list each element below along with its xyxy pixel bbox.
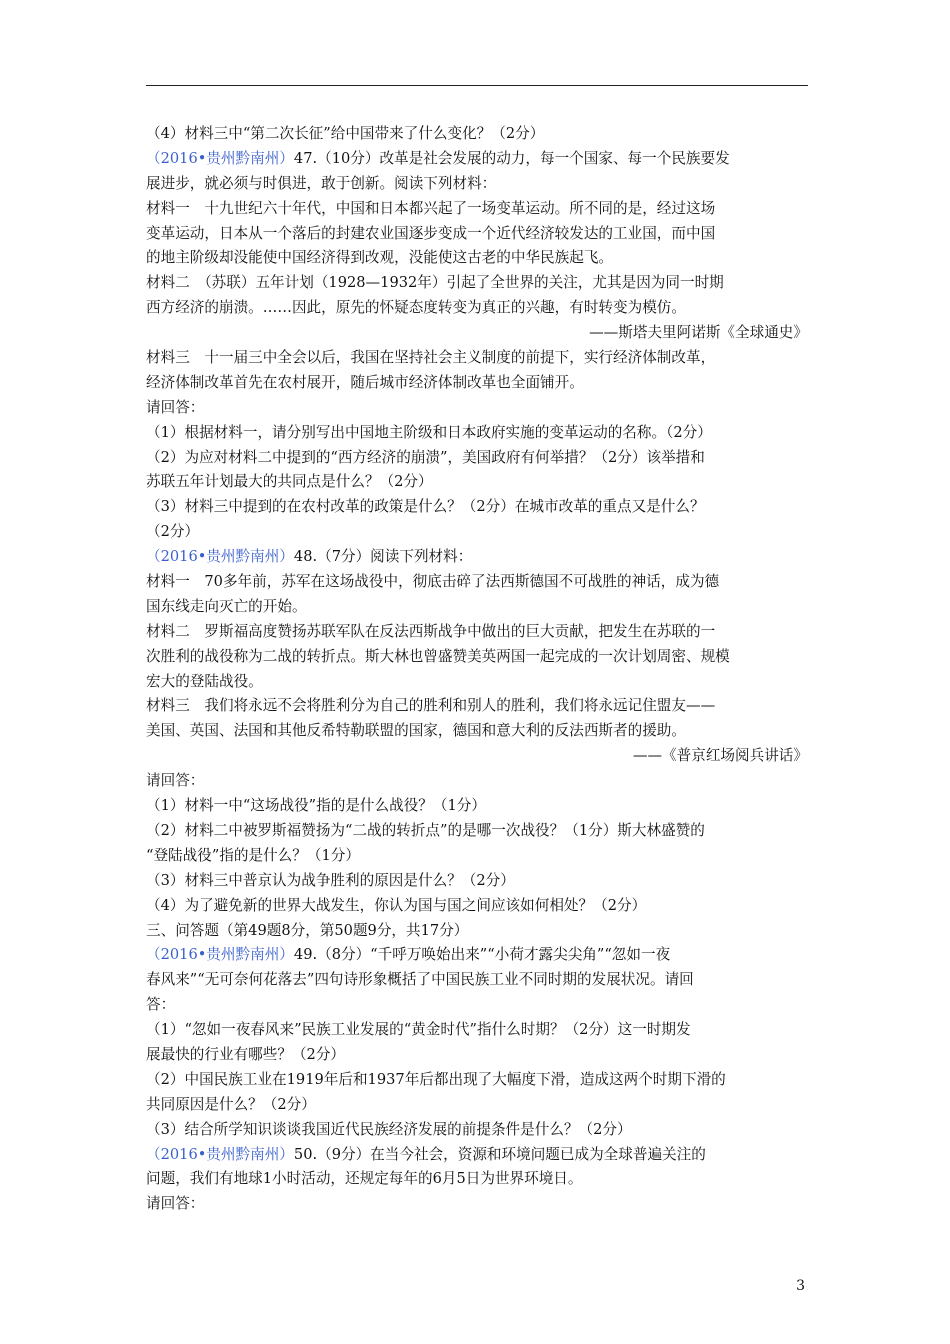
text-line [146,819,808,844]
text-line [146,1118,808,1143]
text-line [146,570,808,595]
text-line [146,694,808,719]
line-text: 次胜利的战役称为二战的转折点。斯大林也曾盛赞美英两国一起完成的一次计划周密、规模 [146,647,730,665]
line-text: （4）为了避免新的世界大战发生，你认为国与国之间应该如何相处？（2分） [146,896,647,914]
line-text: （2分） [146,523,200,541]
text-line [146,1018,808,1043]
line-text: 48.（7分）阅读下列材料： [293,548,473,566]
question-line [146,943,808,968]
source-tag: （2016•贵州黔南州） [146,149,294,167]
line-text: ——斯塔夫里阿诺斯《全球通史》 [589,324,808,342]
text-line [146,172,808,197]
line-text: 请回答： [146,398,205,416]
text-line [146,645,808,670]
text-line [146,321,808,346]
text-line [146,371,808,396]
line-text: 49.（8分）“千呼万唤始出来”“小荷才露尖尖角”“忽如一夜 [293,946,671,964]
text-line [146,446,808,471]
line-text: 问题，我们有地球1小时活动，还规定每年的6月5日为世界环境日。 [146,1170,583,1188]
question-line [146,1143,808,1168]
source-tag: （2016•贵州黔南州） [146,1145,294,1163]
question-line [146,147,808,172]
header-rule [146,85,808,86]
line-text: ——《普京红场阅兵讲话》 [632,747,808,765]
line-text: （1）根据材料一，请分别写出中国地主阶级和日本政府实施的变革运动的名称。（2分） [146,423,712,441]
text-line [146,719,808,744]
text-line [146,520,808,545]
line-text: 美国、英国、法国和其他反希特勒联盟的国家，德国和意大利的反法西斯者的援助。 [146,722,686,740]
text-line [146,794,808,819]
line-text: 共同原因是什么？（2分） [146,1095,316,1113]
text-line [146,744,808,769]
line-text: 材料二 （苏联）五年计划（1928—1932年）引起了全世界的关注，尤其是因为同一时期 [146,274,724,292]
line-text: 展最快的行业有哪些？（2分） [146,1045,346,1063]
text-line [146,421,808,446]
line-text: 国东线走向灭亡的开始。 [146,597,307,615]
text-line [146,495,808,520]
text-line [146,346,808,371]
line-text: （2）中国民族工业在1919年后和1937年后都出现了大幅度下滑，造成这两个时期下滑的 [146,1070,726,1088]
line-text: 请回答： [146,1195,205,1213]
text-line [146,894,808,919]
text-line [146,1068,808,1093]
text-line [146,246,808,271]
text-line [146,769,808,794]
line-text: 50.（9分）在当今社会，资源和环境问题已成为全球普遍关注的 [293,1145,706,1163]
text-line [146,122,808,147]
text-line [146,670,808,695]
page-number: 3 [796,1278,805,1294]
line-text: “登陆战役”指的是什么？（1分） [146,846,360,864]
line-text: （3）结合所学知识谈谈我国近代民族经济发展的前提条件是什么？（2分） [146,1120,632,1138]
text-line [146,470,808,495]
text-line [146,396,808,421]
line-text: 材料三 十一届三中全会以后，我国在坚持社会主义制度的前提下，实行经济体制改革， [146,349,716,367]
line-text: 展进步，就必须与时俱进，敢于创新。阅读下列材料： [146,174,497,192]
line-text: （4）材料三中“第二次长征”给中国带来了什么变化？（2分） [146,125,545,142]
text-line [146,1043,808,1068]
document-body [146,122,808,1217]
text-line [146,271,808,296]
text-line [146,1192,808,1217]
line-text: （3）材料三中普京认为战争胜利的原因是什么？（2分） [146,871,515,889]
text-line [146,222,808,247]
source-tag: （2016•贵州黔南州） [146,548,294,566]
text-line [146,620,808,645]
text-line [146,296,808,321]
text-line [146,1167,808,1192]
text-line [146,968,808,993]
line-text: 三、问答题（第49题8分，第50题9分，共17分） [146,921,469,939]
line-text: 春风来”“无可奈何花落去”四句诗形象概括了中国民族工业不同时期的发展状况。请回 [146,971,694,989]
line-text: 材料一 十九世纪六十年代，中国和日本都兴起了一场变革运动。所不同的是，经过这场 [146,199,716,217]
line-text: 材料二 罗斯福高度赞扬苏联军队在反法西斯战争中做出的巨大贡献，把发生在苏联的一 [146,622,716,640]
line-text: （2）为应对材料二中提到的“西方经济的崩溃”，美国政府有何举措？（2分）该举措和 [146,448,705,466]
line-text: 苏联五年计划最大的共同点是什么？（2分） [146,473,433,491]
question-line [146,545,808,570]
line-text: 西方经济的崩溃。……因此，原先的怀疑态度转变为真正的兴趣，有时转变为模仿。 [146,299,686,317]
line-text: （1）“忽如一夜春风来”民族工业发展的“黄金时代”指什么时期？（2分）这一时期发 [146,1021,691,1039]
text-line [146,993,808,1018]
line-text: 47.（10分）改革是社会发展的动力，每一个国家、每一个民族要发 [293,149,730,167]
line-text: 的地主阶级却没能使中国经济得到改观，没能使这古老的中华民族起飞。 [146,249,614,267]
line-text: （1）材料一中“这场战役”指的是什么战役？（1分） [146,797,486,815]
text-line [146,197,808,222]
line-text: （3）材料三中提到的在农村改革的政策是什么？（2分）在城市改革的重点又是什么？ [146,498,705,516]
text-line [146,595,808,620]
text-line [146,919,808,944]
text-line [146,869,808,894]
line-text: 材料一 70多年前，苏军在这场战役中，彻底击碎了法西斯德国不可战胜的神话，成为德 [146,573,720,591]
line-text: 变革运动，日本从一个落后的封建农业国逐步变成一个近代经济较发达的工业国，而中国 [146,224,716,242]
text-line [146,1093,808,1118]
line-text: 请回答： [146,772,205,790]
source-tag: （2016•贵州黔南州） [146,946,294,964]
line-text: 材料三 我们将永远不会将胜利分为自己的胜利和别人的胜利，我们将永远记住盟友—— [146,697,716,715]
line-text: 宏大的登陆战役。 [146,672,263,690]
text-line [146,844,808,869]
line-text: （2）材料二中被罗斯福赞扬为“二战的转折点”的是哪一次战役？（1分）斯大林盛赞的 [146,821,705,839]
line-text: 答： [146,996,176,1014]
line-text: 经济体制改革首先在农村展开，随后城市经济体制改革也全面铺开。 [146,373,584,391]
